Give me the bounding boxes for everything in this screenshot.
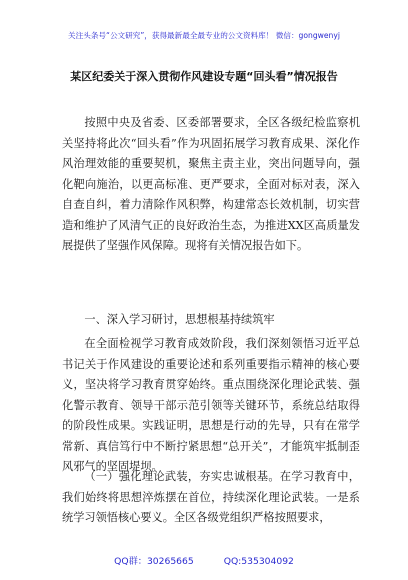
body-paragraph: （一）强化理论武装，夯实忠诚根基。在学习教育中，我们始终将思想淬炼摆在首位，持续深化理论武装。一是系统学习领悟核心要义。全区各级党组织严格按照要求， — [62, 470, 360, 524]
footer-contact — [0, 553, 408, 567]
body-paragraph: 按照中央及省委、区委部署要求，全区各级纪检监察机关坚持将此次“回头看”作为巩固拓展学习教育成果、深化作风治理效能的重要契机，聚焦主责主业，突出问题导向，强化靶向施治，以更高标准、更严要求，全面对标对表，深入自查自纠，着力清除作风积弊，构建常态长效机制，切实营造和维护了风清气正的良好政治生态，为推进XX区高质量发展提供了坚强作风保障。现将有关情况报告如下。 — [62, 116, 360, 252]
section-heading: 一、深入学习研讨，思想根基持续筑牢 — [84, 313, 275, 326]
document-title: 某区纪委关于深入贯彻作风建设专题“回头看”情况报告 — [70, 70, 338, 83]
qq-number-text: QQ:535304092 — [223, 556, 294, 567]
header-banner: 关注头条号“公文研究”，获得最新最全最专业的公文资料库！ 微信：gongwenyj — [68, 31, 340, 40]
body-paragraph: 在全面检视学习教育成效阶段，我们深刻领悟习近平总书记关于作风建设的重要论述和系列重要指示精神的核心要义，坚决将学习教育贯穿始终。重点围绕深化理论武装、强化警示教育、领导干部示范引领等关键环节，系统总结取得的阶段性成果。实践证明，思想是行动的先导，只有在常学常新、真信笃行中不断拧紧思想“总开关”，才能筑牢抵制歪风邪气的坚固堤坝。 — [62, 337, 360, 473]
qq-group-text: QQ群：30265665 — [114, 556, 194, 567]
